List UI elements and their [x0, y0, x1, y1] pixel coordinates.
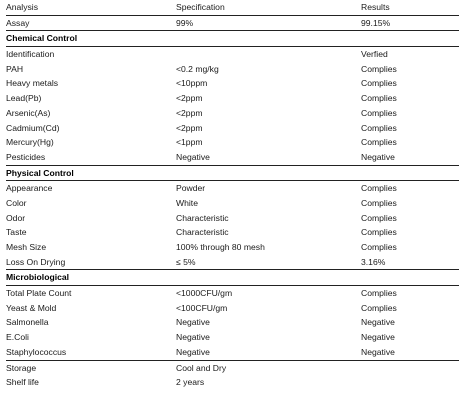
cell-analysis: PAH	[6, 63, 24, 74]
section-title: Physical Control	[6, 167, 74, 178]
table-row	[6, 47, 459, 62]
table-row	[6, 91, 459, 106]
cell-analysis: Color	[6, 197, 27, 208]
cell-specification: Cool and Dry	[176, 362, 227, 373]
cell-result: Negative	[361, 317, 395, 328]
cell-specification: <0.2 mg/kg	[176, 63, 219, 74]
cell-analysis: Total Plate Count	[6, 288, 72, 299]
cell-result: Negative	[361, 332, 395, 343]
cell-result: Negative	[361, 151, 395, 162]
cell-analysis: Salmonella	[6, 317, 49, 328]
cell-specification: <1000CFU/gm	[176, 288, 233, 299]
table-row	[6, 330, 459, 345]
cell-analysis: Odor	[6, 212, 26, 223]
table-row	[6, 225, 459, 240]
cell-specification: <2ppm	[176, 107, 203, 118]
cell-result: 3.16%	[361, 256, 386, 267]
table-row	[6, 301, 459, 316]
cell-result: Complies	[361, 137, 397, 148]
cell-result: Complies	[361, 93, 397, 104]
cell-analysis: Pesticides	[6, 151, 46, 162]
cell-result: Complies	[361, 212, 397, 223]
table-row	[6, 181, 459, 196]
header-analysis: Analysis	[6, 2, 38, 12]
table-row	[6, 286, 459, 301]
cell-result: Complies	[361, 183, 397, 194]
cell-result: Complies	[361, 122, 397, 133]
cell-result: Complies	[361, 63, 397, 74]
cell-result: Complies	[361, 107, 397, 118]
cell-analysis: Cadmium(Cd)	[6, 122, 60, 133]
cell-specification: White	[176, 197, 198, 208]
cell-specification: Negative	[176, 151, 210, 162]
cell-result: Negative	[361, 346, 395, 357]
shelf-life-row	[6, 375, 459, 390]
cell-specification: <1ppm	[176, 137, 203, 148]
cell-specification: ≤ 5%	[176, 256, 196, 267]
cell-specification: <10ppm	[176, 78, 208, 89]
table-row	[6, 240, 459, 255]
cell-analysis: Storage	[6, 362, 37, 373]
cell-specification: 100% through 80 mesh	[176, 242, 265, 252]
cell-analysis: Appearance	[6, 183, 53, 194]
cell-result: Complies	[361, 227, 397, 238]
cell-result: Complies	[361, 197, 397, 208]
cell-analysis: Taste	[6, 227, 27, 238]
cell-analysis: Shelf life	[6, 377, 39, 388]
section-title-microbiological	[6, 270, 459, 286]
section-title-physical	[6, 166, 459, 182]
table-row	[6, 62, 459, 77]
section-title: Microbiological	[6, 272, 70, 283]
cell-specification: <2ppm	[176, 93, 203, 104]
table-row	[6, 121, 459, 136]
cell-specification: 2 years	[176, 377, 205, 388]
cell-analysis: Loss On Drying	[6, 256, 66, 267]
cell-analysis: Assay	[6, 17, 30, 28]
cell-analysis: Identification	[6, 49, 55, 60]
cell-specification: <100CFU/gm	[176, 302, 228, 313]
section-title-chemical	[6, 31, 459, 47]
cell-specification: Powder	[176, 183, 206, 194]
cell-specification: Negative	[176, 317, 210, 328]
table-row	[6, 76, 459, 91]
cell-specification: Characteristic	[176, 212, 229, 223]
section-title: Chemical Control	[6, 33, 78, 44]
table-row	[6, 315, 459, 330]
cell-analysis: Staphylococcus	[6, 346, 67, 357]
cell-specification: Characteristic	[176, 227, 229, 238]
cell-analysis: Yeast & Mold	[6, 302, 57, 313]
cell-specification: 99%	[176, 17, 194, 28]
table-row	[6, 150, 459, 166]
cell-result: Verfied	[361, 49, 388, 60]
cell-analysis: Arsenic(As)	[6, 107, 51, 118]
header-specification: Specification	[176, 2, 225, 12]
cell-result: Complies	[361, 288, 397, 299]
table-row	[6, 211, 459, 226]
table-header-row	[6, 0, 459, 15]
cell-specification: Negative	[176, 346, 210, 357]
cell-specification: Negative	[176, 332, 210, 343]
table-row	[6, 345, 459, 361]
cell-specification: <2ppm	[176, 122, 203, 133]
table-row	[6, 135, 459, 150]
table-row	[6, 196, 459, 211]
table-row	[6, 106, 459, 121]
header-results: Results	[361, 2, 390, 12]
cell-analysis: Lead(Pb)	[6, 93, 42, 104]
cell-analysis: Mesh Size	[6, 242, 47, 252]
cell-result: Complies	[361, 242, 397, 252]
cell-analysis: Heavy metals	[6, 78, 59, 89]
cell-result: Complies	[361, 302, 397, 313]
assay-row	[6, 15, 459, 32]
cell-analysis: Mercury(Hg)	[6, 137, 54, 148]
storage-row	[6, 361, 459, 376]
cell-result: 99.15%	[361, 17, 391, 28]
cell-analysis: E.Coli	[6, 332, 29, 343]
cell-result: Complies	[361, 78, 397, 89]
table-row	[6, 255, 459, 271]
